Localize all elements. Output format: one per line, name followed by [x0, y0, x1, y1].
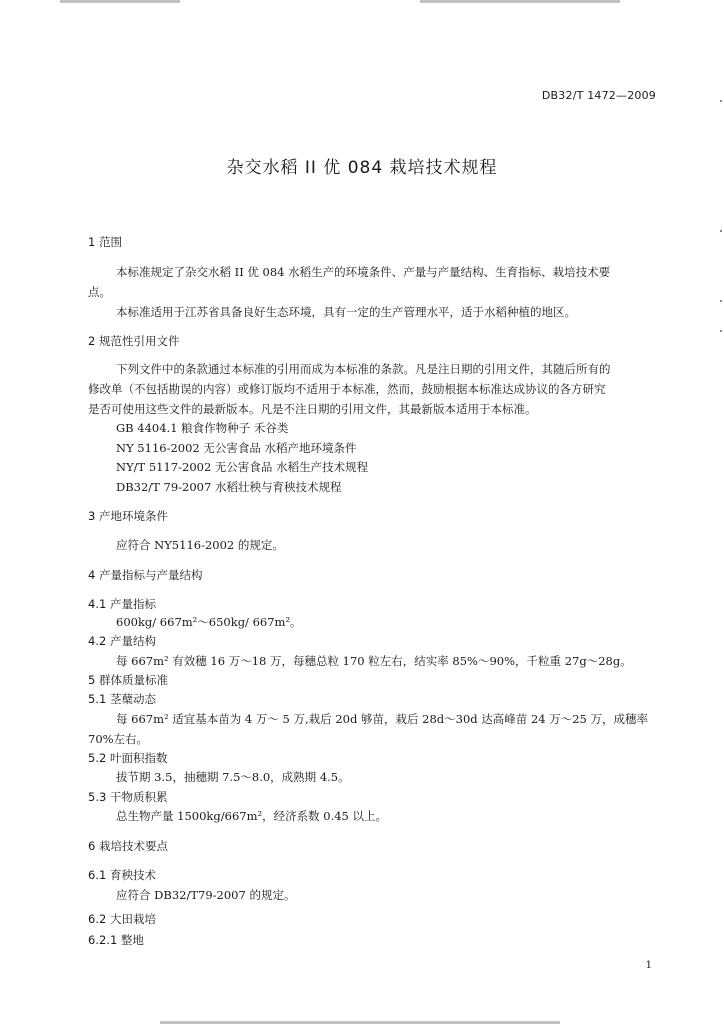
paragraph-line: 70%左右。 [88, 732, 149, 746]
scan-edge-mark [60, 0, 180, 3]
section-heading: 1 范围 [88, 235, 122, 249]
scan-edge-mark [720, 100, 722, 102]
subsection-heading: 4.2 产量结构 [88, 634, 156, 648]
subsection-heading: 6.2 大田栽培 [88, 912, 156, 926]
scan-edge-mark [720, 330, 722, 332]
subsection-heading: 5.2 叶面积指数 [88, 751, 168, 765]
paragraph-line: 修改单（不包括勘误的内容）或修订版均不适用于本标准，然而，鼓励根据本标准达成协议的各方研究 [88, 382, 606, 396]
paragraph-line: 点。 [88, 285, 111, 299]
section-heading: 2 规范性引用文件 [88, 334, 180, 348]
paragraph-line: 应符合 DB32/T79-2007 的规定。 [116, 888, 296, 902]
subsection-heading: 5.3 干物质积累 [88, 790, 168, 804]
paragraph-line: 应符合 NY5116-2002 的规定。 [116, 538, 284, 552]
scan-edge-mark [720, 230, 722, 232]
scan-edge-mark [720, 300, 722, 302]
reference-item: DB32/T 79-2007 水稻壮秧与育秧技术规程 [116, 480, 342, 494]
paragraph-line: 拔节期 3.5，抽穗期 7.5～8.0，成熟期 4.5。 [116, 770, 350, 784]
paragraph-line: 本标准规定了杂交水稻 II 优 084 水稻生产的环境条件、产量与产量结构、生育指标、栽培技术要 [116, 265, 611, 279]
reference-item: GB 4404.1 粮食作物种子 禾谷类 [116, 421, 289, 435]
subsection-heading: 6.2.1 整地 [88, 933, 144, 947]
page-number: 1 [645, 960, 652, 971]
paragraph-line: 下列文件中的条款通过本标准的引用而成为本标准的条款。凡是注日期的引用文件，其随后所有的 [116, 362, 611, 376]
scan-edge-mark [420, 0, 620, 3]
paragraph-line: 本标准适用于江苏省具备良好生态环境，具有一定的生产管理水平，适于水稻种植的地区。 [116, 305, 576, 319]
section-heading: 4 产量指标与产量结构 [88, 568, 203, 582]
subsection-heading: 6.1 育秧技术 [88, 868, 156, 882]
document-title: 杂交水稻 II 优 084 栽培技术规程 [226, 158, 498, 178]
paragraph-line: 每 667m² 适宜基本苗为 4 万～ 5 万,栽后 20d 够苗，栽后 28d～30d 达高峰苗 24 万～25 万，成穗率 [116, 712, 649, 726]
section-heading: 3 产地环境条件 [88, 509, 168, 523]
paragraph-line: 是否可使用这些文件的最新版本。凡是不注日期的引用文件，其最新版本适用于本标准。 [88, 402, 537, 416]
reference-item: NY 5116-2002 无公害食品 水稻产地环境条件 [116, 441, 357, 455]
section-heading: 5 群体质量标准 [88, 673, 168, 687]
section-heading: 6 栽培技术要点 [88, 839, 168, 853]
subsection-heading: 4.1 产量指标 [88, 597, 156, 611]
paragraph-line: 600kg/ 667m²～650kg/ 667m²。 [116, 615, 302, 629]
paragraph-line: 总生物产量 1500kg/667m²，经济系数 0.45 以上。 [116, 809, 388, 823]
paragraph-line: 每 667m² 有效穗 16 万～18 万，每穗总粒 170 粒左右，结实率 85%～90%，千粒重 27g～28g。 [116, 654, 632, 668]
subsection-heading: 5.1 茎蘖动态 [88, 692, 156, 706]
reference-item: NY/T 5117-2002 无公害食品 水稻生产技术规程 [116, 460, 369, 474]
standard-code: DB32/T 1472—2009 [541, 89, 656, 102]
